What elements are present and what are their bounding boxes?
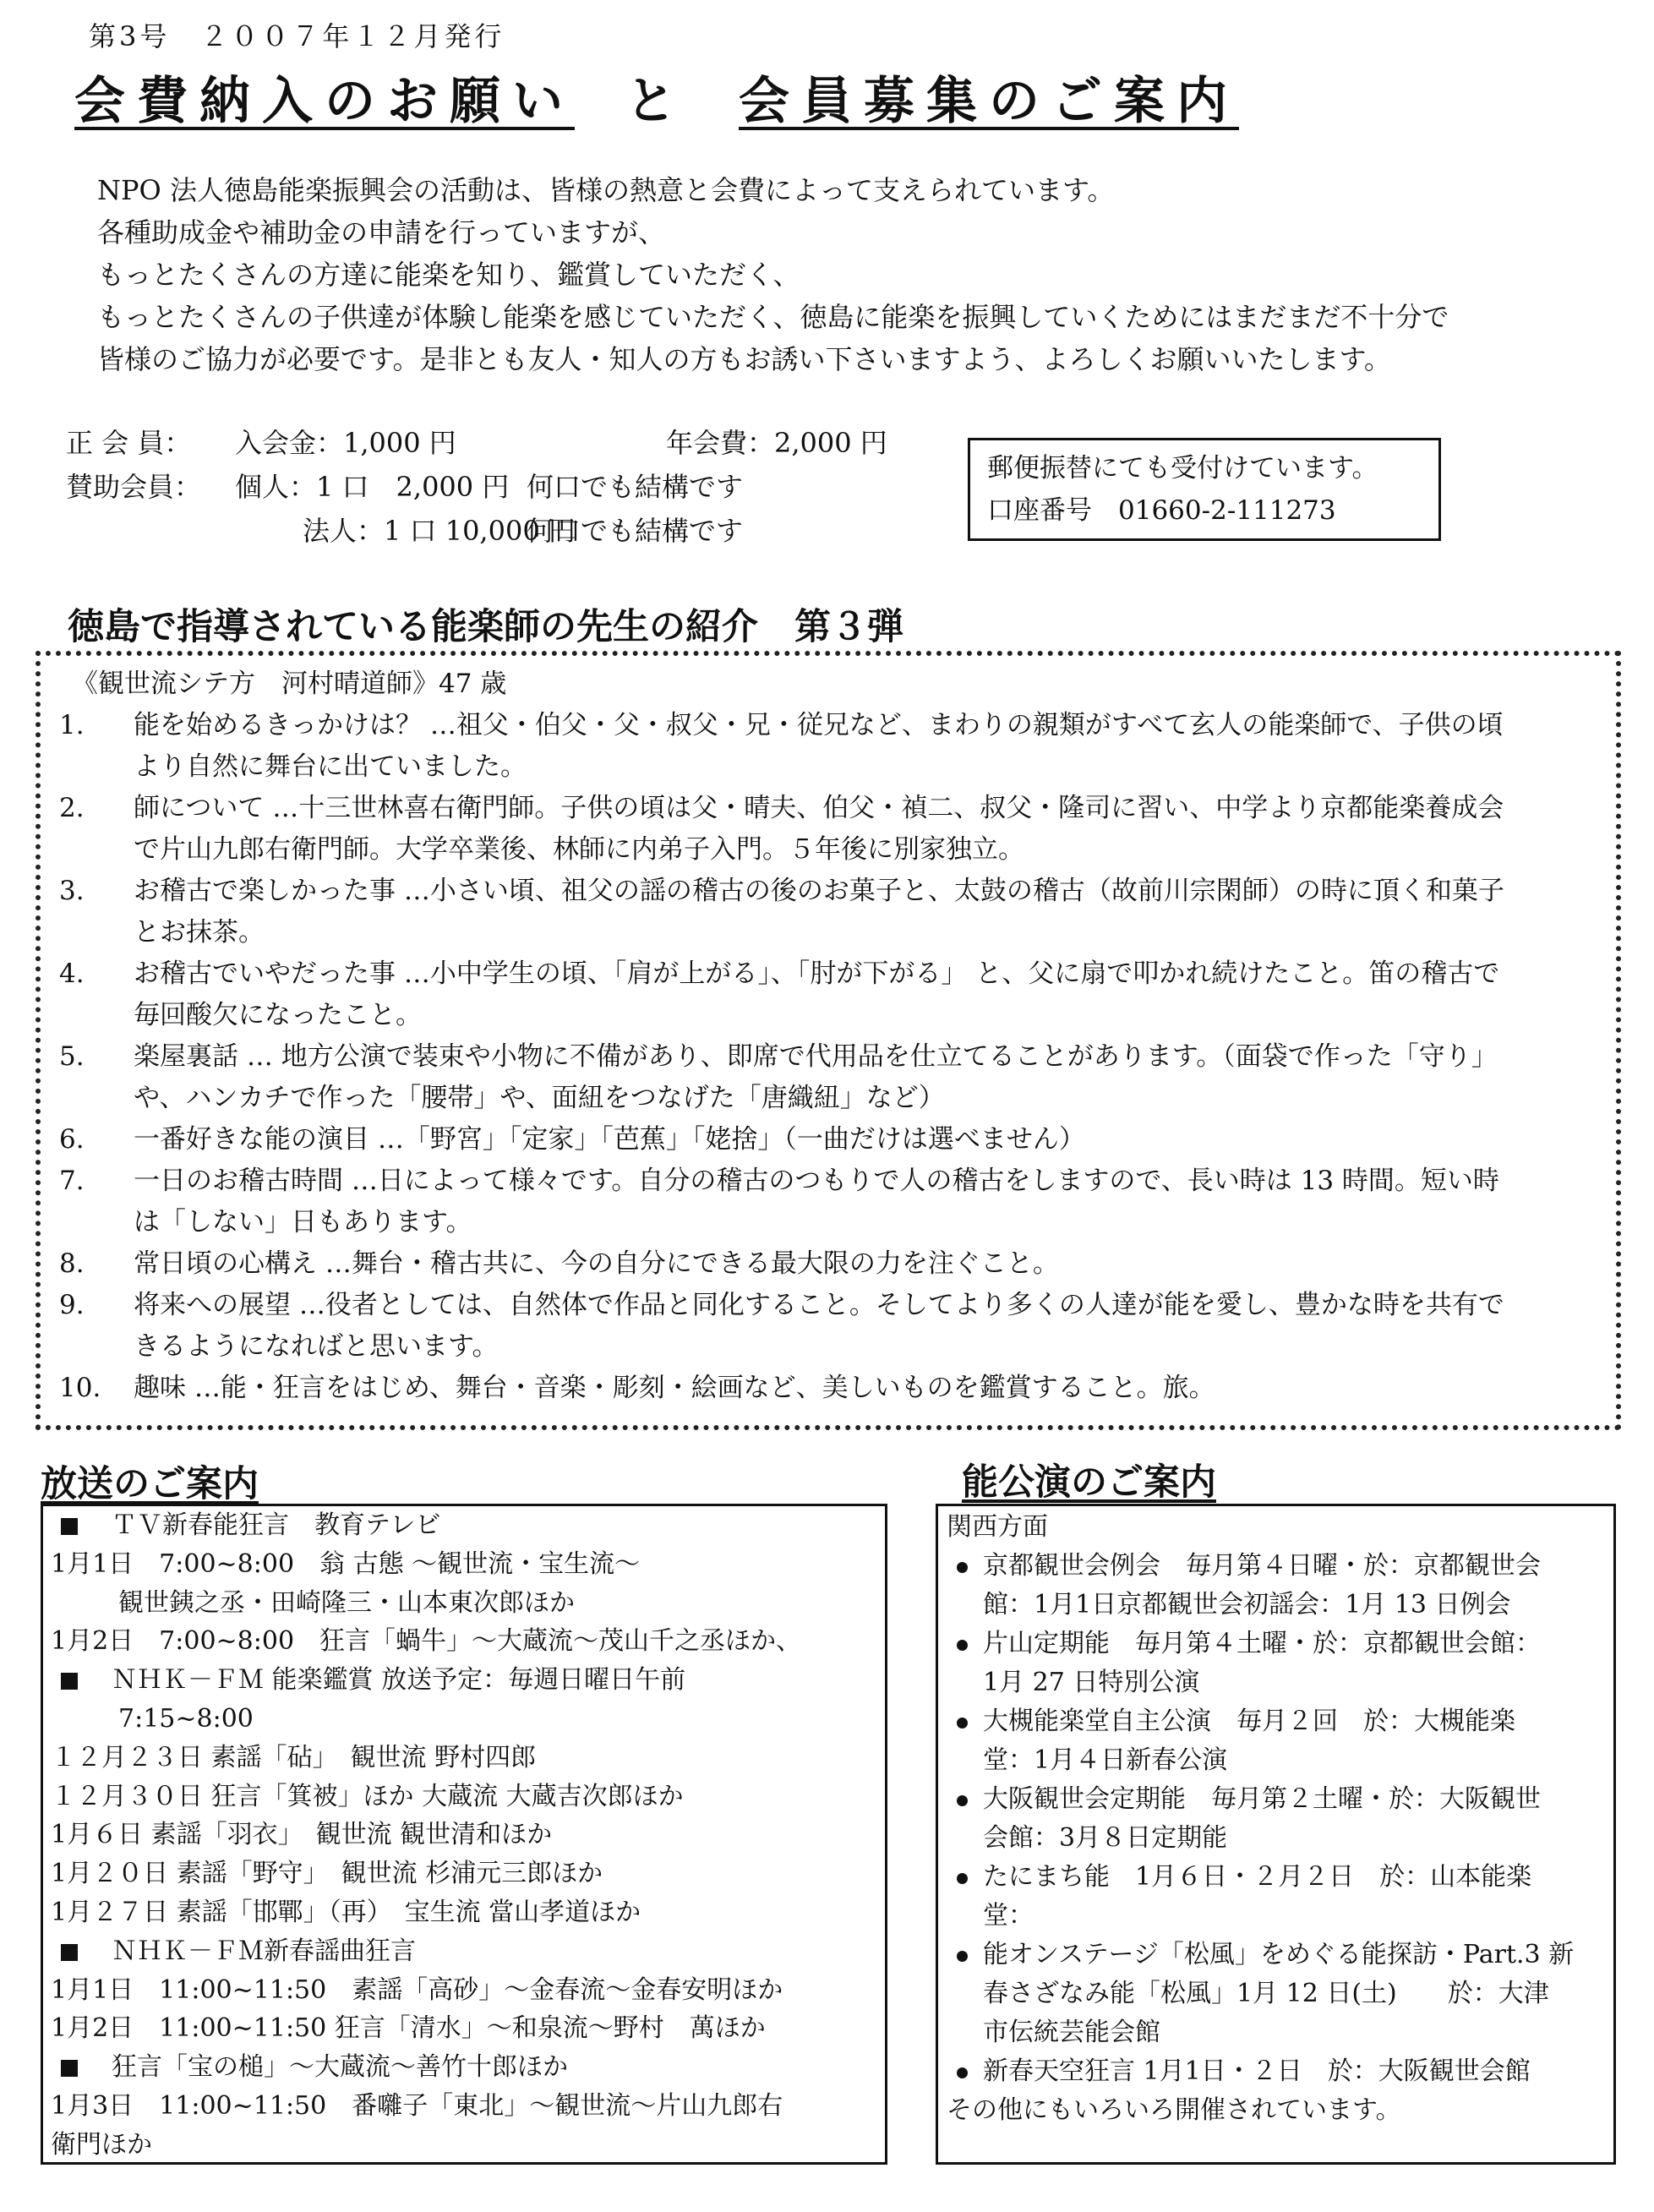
performance-entry: 大槻能楽堂自主公演 毎月２回 於：大槻能楽 <box>983 1707 1515 1736</box>
square-bullet-icon <box>61 1673 78 1690</box>
intro-line: もっとたくさんの方達に能楽を知り、鑑賞していただく、 <box>97 259 800 291</box>
performance-footer: その他にもいろいろ開催されています。 <box>947 2095 1401 2125</box>
qa-item <box>51 1285 1606 1368</box>
qa-item <box>51 953 1606 1036</box>
qa-number: 8. <box>59 1248 85 1279</box>
qa-text: 楽屋裏話 … 地方公演で装束や小物に不備があり、即席で代用品を仕立てることがあります。（面袋で作った「守り」 <box>134 1041 1498 1072</box>
qa-number: 7. <box>59 1166 85 1196</box>
qa-number: 3. <box>59 876 85 906</box>
fm-program-time: 7:15~8:00 <box>118 1703 254 1734</box>
qa-number: 5. <box>59 1041 85 1072</box>
qa-text: 趣味 …能・狂言をはじめ、舞台・音楽・彫刻・絵画など、美しいものを鑑賞すること。旅。 <box>134 1373 1215 1403</box>
qa-number: 2. <box>59 793 85 823</box>
broadcast-entry: 衛門ほか <box>51 2129 152 2160</box>
performance-entry: たにまち能 1月６日・２月２日 於：山本能楽 <box>983 1862 1532 1892</box>
qa-item <box>51 1119 1606 1161</box>
broadcast-section-title: 放送のご案内 <box>41 1463 259 1505</box>
broadcast-listing <box>51 1506 887 2165</box>
qa-text: 師について …十三世林喜右衛門師。子供の頃は父・晴夫、伯父・禎二、叔父・隆司に習い、中学より京都能楽養成会 <box>134 793 1504 823</box>
qa-item <box>51 1036 1606 1119</box>
square-bullet-icon <box>61 2060 78 2077</box>
qa-number: 6. <box>59 1124 85 1155</box>
bullet-icon <box>957 1718 968 1729</box>
performance-entry: 大阪観世会定期能 毎月第２土曜・於：大阪観世 <box>983 1784 1541 1814</box>
regular-member-label: 正 会 員： <box>66 427 192 459</box>
broadcast-entry: 1月1日 7:00~8:00 翁 古態 ～観世流・宝生流～ <box>51 1548 641 1579</box>
postal-transfer-box <box>968 438 1441 541</box>
performance-section-title: 能公演のご案内 <box>962 1461 1216 1504</box>
regular-annual-fee: 年会費：2,000 円 <box>666 427 887 459</box>
square-bullet-icon <box>61 1944 78 1961</box>
qa-text: 一番好きな能の演目 …「野宮」「定家」「芭蕉」「姥捨」（一曲だけは選べません） <box>134 1124 1085 1155</box>
broadcast-entry: 1月2日 11:00~11:50 狂言「清水」～和泉流～野村 萬ほか <box>51 2013 766 2044</box>
title-conjunction: と <box>625 72 688 131</box>
bullet-icon <box>957 1951 968 1962</box>
qa-number: 9. <box>59 1290 85 1320</box>
fm-new-year-header: ＮＨＫ－ＦＭ新春謡曲狂言 <box>112 1936 416 1966</box>
fm-program-header: ＮＨＫ－ＦＭ 能楽鑑賞 放送予定：毎週日曜日午前 <box>112 1665 686 1696</box>
bullet-icon <box>957 1640 968 1651</box>
intro-line: NPO 法人徳島能楽振興会の活動は、皆様の熱意と会費によって支えられています。 <box>97 174 1115 206</box>
postal-transfer-text: 郵便振替にても受付けています。 <box>987 453 1378 483</box>
broadcast-entry: １２月３０日 狂言「箕被」ほか 大蔵流 大蔵吉次郎ほか <box>51 1781 684 1811</box>
bullet-icon <box>957 2067 968 2078</box>
broadcast-entry: 観世銕之丞・田崎隆三・山本東次郎ほか <box>118 1587 575 1618</box>
teacher-profile <box>51 664 1606 1409</box>
square-bullet-icon <box>61 1518 78 1535</box>
qa-item <box>51 1161 1606 1243</box>
membership-fees <box>66 421 887 553</box>
qa-number: 4. <box>59 959 85 989</box>
qa-text: で片山九郎右衛門師。大学卒業後、林師に内弟子入門。５年後に別家独立。 <box>134 834 1024 865</box>
performance-entry-cont: 堂： <box>983 1901 1034 1931</box>
broadcast-entry: 1月６日 素謡「羽衣」 観世流 観世清和ほか <box>51 1820 553 1850</box>
profile-section-title: 徳島で指導されている能楽師の先生の紹介 第３弾 <box>68 606 903 648</box>
qa-item <box>51 1243 1606 1285</box>
qa-text: とお抹茶。 <box>134 917 265 948</box>
intro-line: 皆様のご協力が必要です。是非とも友人・知人の方もお誘い下さいますよう、よろしくお願いいたします。 <box>97 343 1391 375</box>
qa-text: 能を始めるきっかけは？ …祖父・伯父・父・叔父・兄・従兄など、まわりの親類がすべて玄人の能楽師で、子供の頃 <box>134 710 1504 740</box>
title-membership-recruit: 会員募集のご案内 <box>739 72 1239 131</box>
profile-heading: 《観世流シテ方 河村晴道師》47 歳 <box>72 669 507 699</box>
broadcast-entry: 1月1日 11:00~11:50 素謡「高砂」～金春流～金春安明ほか <box>51 1974 783 2005</box>
qa-item <box>51 1368 1606 1409</box>
qa-text: は「しない」日もあります。 <box>134 1207 472 1237</box>
broadcast-entry: 1月２０日 素謡「野守」 観世流 杉浦元三郎ほか <box>51 1859 603 1889</box>
region-label: 関西方面 <box>947 1512 1048 1542</box>
postal-account-number: 口座番号 01660-2-111273 <box>987 495 1336 526</box>
bullet-icon <box>957 1873 968 1884</box>
qa-number: 1. <box>59 710 85 740</box>
qa-text: より自然に舞台に出ていました。 <box>134 751 527 782</box>
qa-text: 将来への展望 …役者としては、自然体で作品と同化すること。そしてより多くの人達が能を愛し、豊かな時を共有で <box>134 1290 1504 1320</box>
performance-entry: 能オンステージ「松風」をめぐる能探訪・Part.3 新 <box>983 1940 1575 1969</box>
support-corp-fee: 法人：1 口 10,000 円 <box>303 515 576 547</box>
regular-admission-fee: 入会金：1,000 円 <box>235 427 456 459</box>
intro-line: 各種助成金や補助金の申請を行っていますが、 <box>97 216 666 249</box>
support-member-label: 賛助会員： <box>66 471 202 503</box>
support-individual-note: 何口でも結構です <box>527 471 744 503</box>
tv-program-header: ＴＶ新春能狂言 教育テレビ <box>112 1510 441 1540</box>
intro-paragraph <box>97 169 1449 380</box>
kyogen-header: 狂言「宝の槌」～大蔵流～善竹十郎ほか <box>112 2052 568 2083</box>
performance-listing <box>947 1508 1610 2130</box>
performance-entry: 新春天空狂言 1月1日・２日 於：大阪観世会館 <box>983 2056 1531 2086</box>
qa-item <box>51 705 1606 788</box>
bullet-icon <box>957 1795 968 1806</box>
performance-entry-cont: 館：1月1日京都観世会初謡会：1月 13 日例会 <box>983 1590 1511 1619</box>
qa-text: 毎回酸欠になったこと。 <box>134 1000 422 1030</box>
performance-entry: 京都観世会例会 毎月第４日曜・於：京都観世会 <box>983 1551 1541 1581</box>
performance-entry-cont: 市伝統芸能会館 <box>983 2018 1160 2047</box>
support-corp-note: 何口でも結構です <box>527 515 744 547</box>
performance-entry: 片山定期能 毎月第４土曜・於：京都観世会館： <box>983 1629 1541 1658</box>
performance-entry-cont: 会館：3月８日定期能 <box>983 1823 1228 1853</box>
qa-text: お稽古で楽しかった事 …小さい頃、祖父の謡の稽古の後のお菓子と、太鼓の稽古（故前川宗閑師）の時に頂く和菓子 <box>134 876 1504 906</box>
performance-entry-cont: 1月 27 日特別公演 <box>983 1668 1200 1697</box>
support-individual-fee: 個人：1 口 2,000 円 <box>235 471 510 503</box>
page-title <box>74 61 1239 134</box>
broadcast-entry: １２月２３日 素謡「砧」 観世流 野村四郎 <box>51 1742 537 1772</box>
bullet-icon <box>957 1562 968 1573</box>
broadcast-entry: 1月２７日 素謡「邯鄲」（再） 宝生流 當山孝道ほか <box>51 1897 641 1927</box>
qa-text: 一日のお稽古時間 …日によって様々です。自分の稽古のつもりで人の稽古をしますので、長い時は 13 時間。短い時 <box>134 1166 1499 1196</box>
qa-text: 常日頃の心構え …舞台・稽古共に、今の自分にできる最大限の力を注ぐこと。 <box>134 1248 1059 1279</box>
qa-item <box>51 871 1606 953</box>
qa-number: 10. <box>59 1373 101 1403</box>
title-dues-request: 会費納入のお願い <box>74 72 575 131</box>
qa-text: お稽古でいやだった事 …小中学生の頃、「肩が上がる」、「肘が下がる」 と、父に扇で叩かれ続けたこと。笛の稽古で <box>134 959 1500 989</box>
issue-info: 第3号 ２００７年１２月発行 <box>89 20 505 52</box>
performance-entry-cont: 春さざなみ能「松風」1月 12 日(土) 於：大津 <box>983 1979 1549 2008</box>
broadcast-entry: 1月2日 7:00~8:00 狂言「蝸牛」～大蔵流～茂山千之丞ほか、 <box>51 1626 802 1657</box>
performance-entry-cont: 堂：1月４日新春公演 <box>983 1745 1228 1775</box>
qa-text: や、ハンカチで作った「腰帯」や、面紐をつなげた「唐織紐」など） <box>134 1083 945 1113</box>
qa-text: きるようになればと思います。 <box>134 1331 499 1362</box>
intro-line: もっとたくさんの子供達が体験し能楽を感じていただく、徳島に能楽を振興していくためにはまだまだ不十分で <box>97 301 1449 333</box>
broadcast-entry: 1月3日 11:00~11:50 番囃子「東北」～観世流～片山九郎右 <box>51 2090 783 2121</box>
qa-item <box>51 788 1606 871</box>
